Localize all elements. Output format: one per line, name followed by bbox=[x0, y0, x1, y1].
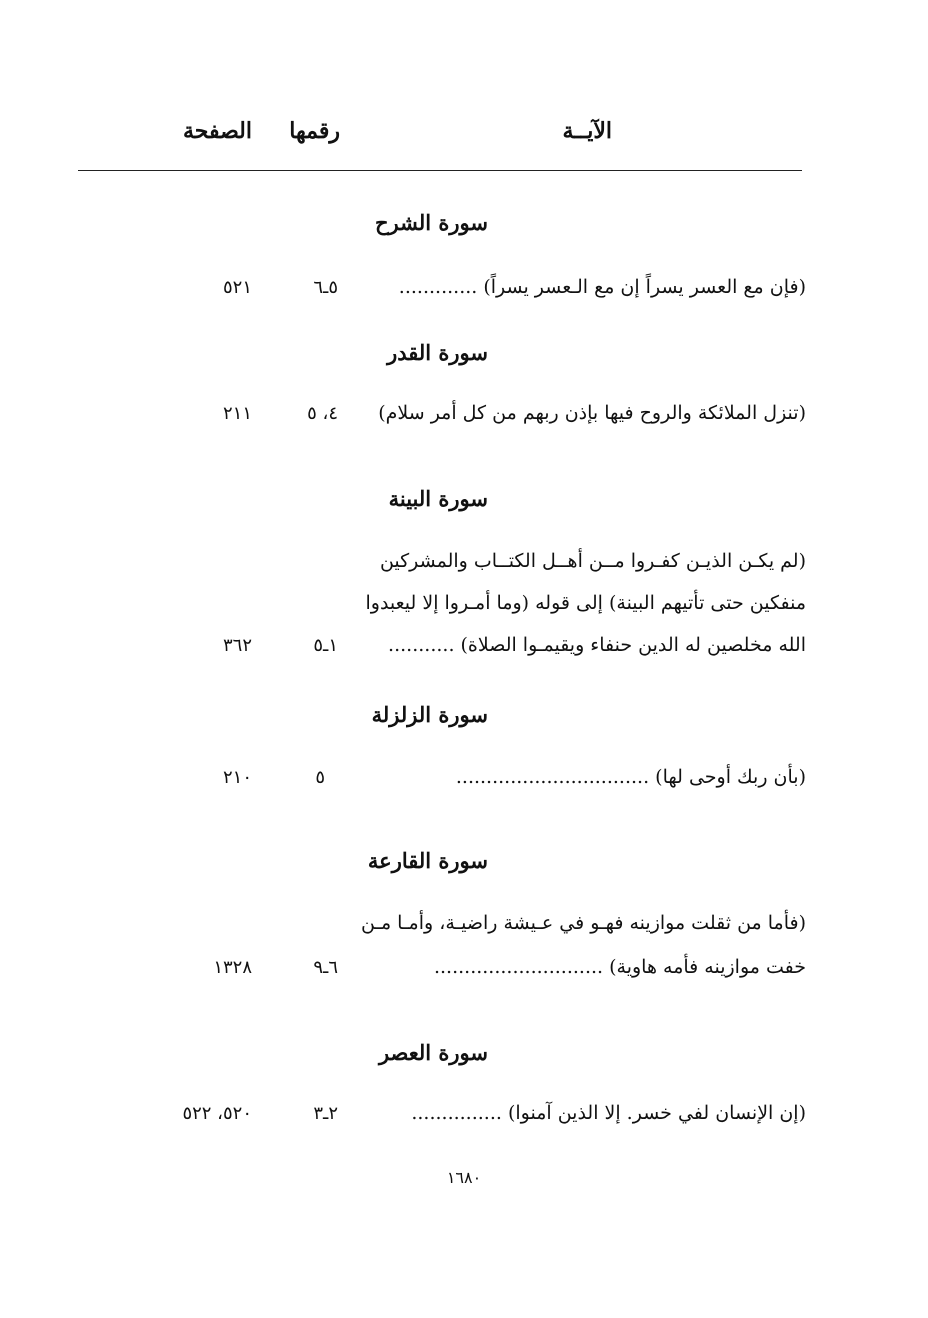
verse-text: (فإن مع العسر يسراً إن مع الـعسر يسراً) ............. bbox=[398, 276, 806, 298]
page-reference: ٥٢١ bbox=[222, 277, 252, 298]
surah-title: سورة القارعة bbox=[367, 848, 488, 873]
verse-number: ٤، ٥ bbox=[307, 403, 338, 424]
verse-text: (إن الإنسان لفي خسر. إلا الذين آمنوا) ............... bbox=[411, 1102, 806, 1124]
surah-title: سورة الزلزلة bbox=[371, 702, 488, 727]
header-number-column: رقمها bbox=[289, 118, 340, 144]
page-reference: ٣٦٢ bbox=[222, 635, 252, 656]
page-reference: ٥٢٠، ٥٢٢ bbox=[182, 1103, 252, 1124]
page-reference: ٢١١ bbox=[222, 403, 252, 424]
verse-number: ٦ـ٩ bbox=[313, 957, 338, 978]
header-divider bbox=[78, 170, 802, 171]
surah-title: سورة العصر bbox=[378, 1040, 488, 1065]
verse-text: (لم يكـن الذيـن كفـروا مــن أهــل الكتــاب والمشركين bbox=[379, 550, 806, 572]
verse-number: ٢ـ٣ bbox=[313, 1103, 338, 1124]
header-verse-column: الآيــة bbox=[562, 118, 612, 144]
verse-text: منفكين حتى تأتيهم البينة) إلى قوله (وما أمـروا إلا ليعبدوا bbox=[365, 592, 806, 614]
header-page-column: الصفحة bbox=[182, 118, 252, 144]
verse-text: خفت موازينه فأمه هاوية) ............................ bbox=[433, 956, 806, 978]
surah-title: سورة الشرح bbox=[374, 210, 488, 235]
verse-number: ٥ـ٦ bbox=[313, 277, 338, 298]
surah-title: سورة البينة bbox=[388, 486, 488, 511]
verse-number: ٥ bbox=[315, 767, 325, 788]
verse-number: ١ـ٥ bbox=[313, 635, 338, 656]
page-number: ١٦٨٠ bbox=[446, 1168, 482, 1187]
page-reference: ١٣٢٨ bbox=[213, 957, 252, 978]
verse-text: (فأما من ثقلت موازينه فهـو في عـيشة راضيـة، وأمـا مـن bbox=[360, 912, 806, 934]
verse-text: (بأن ربك أوحى لها) ................................ bbox=[455, 766, 806, 788]
surah-title: سورة القدر bbox=[387, 340, 488, 365]
verse-text: الله مخلصين له الدين حنفاء ويقيمـوا الصلاة) ........... bbox=[388, 634, 806, 656]
verse-text: (تنزل الملائكة والروح فيها بإذن ربهم من كل أمر سلام) bbox=[378, 402, 806, 424]
page-reference: ٢١٠ bbox=[222, 767, 252, 788]
